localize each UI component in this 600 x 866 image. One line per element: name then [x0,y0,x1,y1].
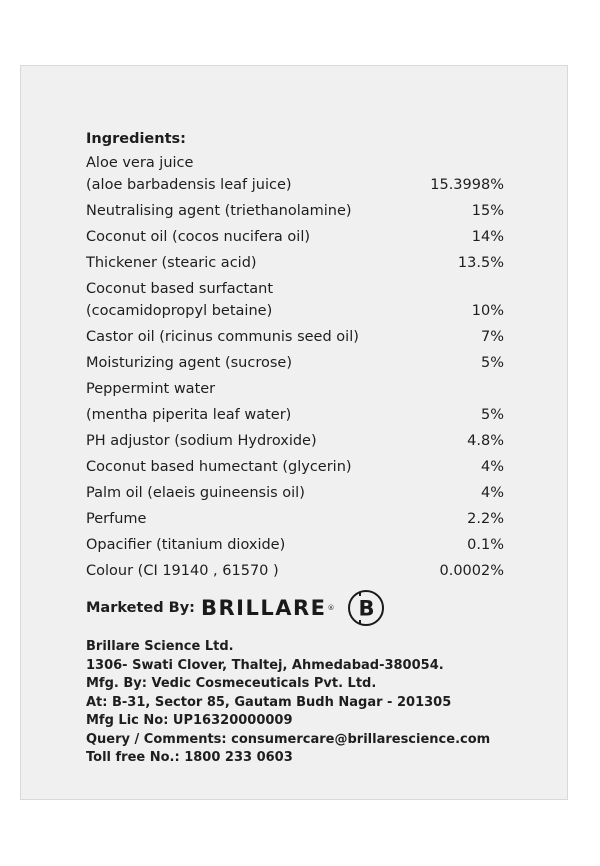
ingredient-row [86,508,504,534]
ingredient-name: Castor oil (ricinus communis seed oil) [86,329,359,345]
brand-logo-icon [346,588,386,628]
address-line: 1306- Swati Clover, Thaltej, Ahmedabad-380054. [86,657,444,673]
ingredient-name: Colour (CI 19140 , 61570 ) [86,563,279,579]
ingredient-row [86,430,504,456]
ingredient-row [86,326,504,352]
ingredient-percent: 15% [471,203,504,219]
address-line: Mfg Lic No: UP16320000009 [86,713,293,728]
ingredient-name: Aloe vera juice [86,155,194,171]
address-block [86,638,504,768]
logo-letter: B [358,596,375,621]
ingredient-row [86,456,504,482]
ingredient-row [86,482,504,508]
ingredient-percent: 15.3998% [430,177,504,193]
ingredient-name: Perfume [86,511,147,527]
ingredient-row [86,404,504,430]
ingredient-percent: 4% [480,459,504,475]
ingredient-name: (aloe barbadensis leaf juice) [86,177,292,193]
brand-wordmark: BRILLARE [200,596,327,620]
ingredient-percent: 5% [480,407,504,423]
ingredient-percent: 0.0002% [439,563,504,579]
ingredient-name: (cocamidopropyl betaine) [86,303,273,319]
address-line: Toll free No.: 1800 233 0603 [86,750,293,765]
ingredients-heading: Ingredients: [86,131,186,147]
ingredient-row [86,226,504,252]
ingredient-row [86,352,504,378]
ingredient-name: Coconut based surfactant [86,281,274,297]
ingredient-row [86,252,504,278]
ingredient-percent: 2.2% [467,511,504,527]
registered-mark: ® [327,604,335,612]
ingredient-row [86,152,504,200]
label-content [86,128,504,768]
ingredient-name: (mentha piperita leaf water) [86,407,292,423]
ingredient-percent: 14% [471,229,504,245]
ingredient-name: Peppermint water [86,381,216,397]
ingredient-name: Neutralising agent (triethanolamine) [86,203,352,219]
ingredient-name: Palm oil (elaeis guineensis oil) [86,485,305,501]
ingredient-percent: 5% [480,355,504,371]
ingredient-percent: 10% [471,303,504,319]
ingredient-name: Thickener (stearic acid) [86,255,257,271]
ingredient-percent: 13.5% [457,255,504,271]
ingredient-name: Coconut oil (cocos nucifera oil) [86,229,311,245]
address-line: Mfg. By: Vedic Cosmeceuticals Pvt. Ltd. [86,676,377,691]
ingredient-percent: 4% [480,485,504,501]
address-line: Query / Comments: consumercare@brillarescience.com [86,731,491,747]
marketed-by-label: Marketed By: [86,600,195,616]
ingredient-name: Opacifier (titanium dioxide) [86,537,286,553]
address-line: At: B-31, Sector 85, Gautam Budh Nagar - 201305 [86,694,452,710]
ingredient-percent: 4.8% [467,433,504,449]
ingredient-name: Moisturizing agent (sucrose) [86,355,292,371]
ingredient-row [86,278,504,326]
ingredient-name: PH adjustor (sodium Hydroxide) [86,433,317,449]
ingredient-row [86,378,504,404]
ingredient-row [86,560,504,582]
ingredient-percent: 0.1% [467,537,504,553]
ingredient-name: Coconut based humectant (glycerin) [86,459,352,475]
address-line: Brillare Science Ltd. [86,639,234,654]
marketed-by [86,588,504,628]
ingredient-row [86,200,504,226]
ingredient-percent: 7% [480,329,504,345]
ingredient-row [86,534,504,560]
